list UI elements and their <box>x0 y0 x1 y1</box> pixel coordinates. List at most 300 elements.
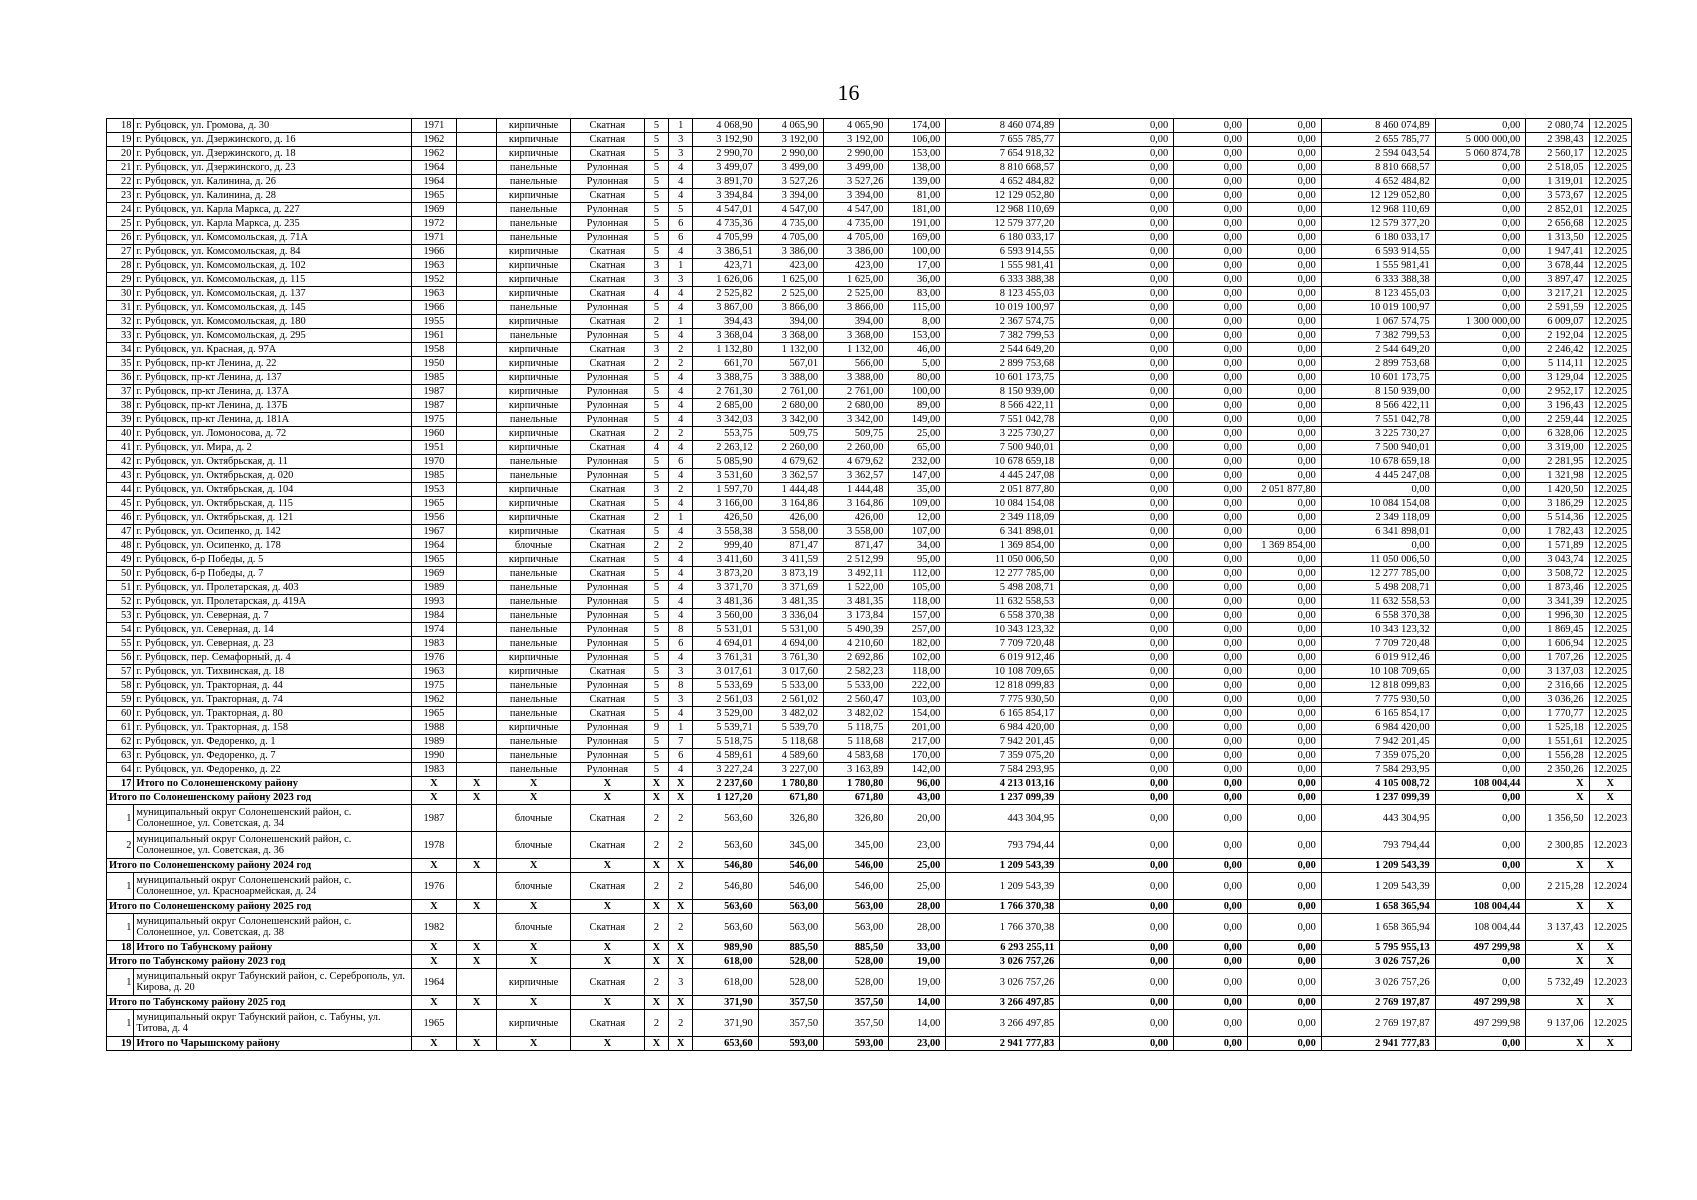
address-cell: г. Рубцовск, ул. Комсомольская, д. 84 <box>134 245 411 259</box>
floors-cell: 5 <box>644 595 668 609</box>
value-f1: 0,00 <box>1060 427 1174 441</box>
table-row <box>107 497 1632 511</box>
value-f2: 0,00 <box>1174 873 1248 900</box>
value-a1: 5 539,71 <box>693 721 758 735</box>
value-uc: 1 606,94 <box>1526 637 1589 651</box>
total-row <box>107 941 1632 955</box>
value-uc: 1 770,77 <box>1526 707 1589 721</box>
value-a3: 4 547,00 <box>824 203 889 217</box>
address-cell: г. Рубцовск, ул. Пролетарская, д. 403 <box>134 581 411 595</box>
floors-cell: 5 <box>644 469 668 483</box>
row-number: 64 <box>107 763 134 777</box>
floors-cell: 5 <box>644 553 668 567</box>
value-f4: 8 810 668,57 <box>1321 161 1435 175</box>
value-f1: 0,00 <box>1060 273 1174 287</box>
value-f5: 108 004,44 <box>1435 777 1526 791</box>
value-f5: 0,00 <box>1435 553 1526 567</box>
year-cell: 1965 <box>411 189 456 203</box>
wall-material-cell: кирпичные <box>497 399 571 413</box>
floors-cell: X <box>644 791 668 805</box>
value-sum: 2 544 649,20 <box>946 343 1060 357</box>
extra-year-cell <box>457 301 497 315</box>
value-a3: 546,00 <box>824 873 889 900</box>
value-f1: 0,00 <box>1060 441 1174 455</box>
wall-material-cell: панельные <box>497 763 571 777</box>
year-cell: X <box>411 996 456 1010</box>
value-a3: 4 065,90 <box>824 119 889 133</box>
value-f2: 0,00 <box>1174 287 1248 301</box>
value-uc: 1 556,28 <box>1526 749 1589 763</box>
value-f4: 2 769 197,87 <box>1321 1010 1435 1037</box>
value-res: 80,00 <box>889 371 946 385</box>
value-f2: 0,00 <box>1174 189 1248 203</box>
value-uc: X <box>1526 941 1589 955</box>
value-f1: 0,00 <box>1060 497 1174 511</box>
value-f2: 0,00 <box>1174 497 1248 511</box>
year-cell: 1976 <box>411 651 456 665</box>
value-a1: 563,60 <box>693 914 758 941</box>
value-res: 46,00 <box>889 343 946 357</box>
value-a1: 546,80 <box>693 873 758 900</box>
deadline-cell: 12.2025 <box>1589 385 1631 399</box>
value-res: 5,00 <box>889 357 946 371</box>
year-cell: 1965 <box>411 1010 456 1037</box>
value-a3: 1 444,48 <box>824 483 889 497</box>
extra-year-cell: X <box>457 996 497 1010</box>
value-f2: 0,00 <box>1174 595 1248 609</box>
wall-material-cell: кирпичные <box>497 497 571 511</box>
value-f1: 0,00 <box>1060 900 1174 914</box>
row-number: 41 <box>107 441 134 455</box>
entrances-cell: 3 <box>669 693 693 707</box>
wall-material-cell: блочные <box>497 832 571 859</box>
year-cell: 1964 <box>411 539 456 553</box>
value-f3: 0,00 <box>1247 791 1321 805</box>
wall-material-cell: кирпичные <box>497 287 571 301</box>
value-uc: 3 573,67 <box>1526 189 1589 203</box>
roof-type-cell: Рулонная <box>570 679 644 693</box>
value-f1: 0,00 <box>1060 777 1174 791</box>
roof-type-cell: Скатная <box>570 245 644 259</box>
value-f5: 0,00 <box>1435 832 1526 859</box>
entrances-cell: 6 <box>669 455 693 469</box>
value-f2: 0,00 <box>1174 539 1248 553</box>
wall-material-cell: блочные <box>497 805 571 832</box>
year-cell: 1958 <box>411 343 456 357</box>
value-sum: 10 678 659,18 <box>946 455 1060 469</box>
value-a2: 4 694,00 <box>758 637 823 651</box>
year-cell: 1966 <box>411 245 456 259</box>
year-cell: 1951 <box>411 441 456 455</box>
value-a3: 326,80 <box>824 805 889 832</box>
value-f3: 0,00 <box>1247 441 1321 455</box>
roof-type-cell: Скатная <box>570 259 644 273</box>
extra-year-cell <box>457 371 497 385</box>
value-res: 14,00 <box>889 996 946 1010</box>
value-a2: 3 761,30 <box>758 651 823 665</box>
value-f3: 0,00 <box>1247 567 1321 581</box>
year-cell: 1971 <box>411 231 456 245</box>
table-row <box>107 832 1632 859</box>
value-f5: 0,00 <box>1435 469 1526 483</box>
value-res: 153,00 <box>889 147 946 161</box>
value-a2: 5 539,70 <box>758 721 823 735</box>
value-res: 19,00 <box>889 969 946 996</box>
roof-type-cell: Скатная <box>570 315 644 329</box>
table-row <box>107 1010 1632 1037</box>
value-a1: 3 531,60 <box>693 469 758 483</box>
table-row <box>107 873 1632 900</box>
address-cell: г. Рубцовск, ул. Федоренко, д. 22 <box>134 763 411 777</box>
wall-material-cell: блочные <box>497 914 571 941</box>
value-f5: 0,00 <box>1435 301 1526 315</box>
wall-material-cell: кирпичные <box>497 259 571 273</box>
value-a2: 3 362,57 <box>758 469 823 483</box>
roof-type-cell: Скатная <box>570 539 644 553</box>
value-f3: 0,00 <box>1247 119 1321 133</box>
value-uc: 2 300,85 <box>1526 832 1589 859</box>
value-uc: 6 328,06 <box>1526 427 1589 441</box>
year-cell: 1964 <box>411 161 456 175</box>
year-cell: 1985 <box>411 371 456 385</box>
extra-year-cell <box>457 469 497 483</box>
value-f1: 0,00 <box>1060 329 1174 343</box>
row-number: 19 <box>107 133 134 147</box>
value-f4: 7 775 930,50 <box>1321 693 1435 707</box>
value-uc: 2 560,17 <box>1526 147 1589 161</box>
value-f2: 0,00 <box>1174 791 1248 805</box>
value-f2: 0,00 <box>1174 721 1248 735</box>
year-cell: 1963 <box>411 287 456 301</box>
value-a2: 3 336,04 <box>758 609 823 623</box>
value-f4: 11 050 006,50 <box>1321 553 1435 567</box>
value-f3: 2 051 877,80 <box>1247 483 1321 497</box>
extra-year-cell <box>457 539 497 553</box>
value-a3: 5 533,00 <box>824 679 889 693</box>
value-f5: 0,00 <box>1435 511 1526 525</box>
value-uc: 2 591,59 <box>1526 301 1589 315</box>
value-f3: 0,00 <box>1247 763 1321 777</box>
total-label: Итого по Солонешенскому району 2025 год <box>107 900 412 914</box>
value-uc: 1 571,89 <box>1526 539 1589 553</box>
floors-cell: 2 <box>644 805 668 832</box>
value-f4: 3 026 757,26 <box>1321 955 1435 969</box>
roof-type-cell: Скатная <box>570 525 644 539</box>
value-sum: 2 899 753,68 <box>946 357 1060 371</box>
total-label: Итого по Табунскому району 2023 год <box>107 955 412 969</box>
value-f4: 7 584 293,95 <box>1321 763 1435 777</box>
value-a3: 426,00 <box>824 511 889 525</box>
value-a1: 371,90 <box>693 996 758 1010</box>
value-uc: 1 525,18 <box>1526 721 1589 735</box>
year-cell: 1960 <box>411 427 456 441</box>
value-a1: 3 166,00 <box>693 497 758 511</box>
value-sum: 3 026 757,26 <box>946 955 1060 969</box>
entrances-cell: 3 <box>669 273 693 287</box>
value-f3: 0,00 <box>1247 693 1321 707</box>
value-uc: 1 420,50 <box>1526 483 1589 497</box>
value-f4: 12 968 110,69 <box>1321 203 1435 217</box>
entrances-cell: X <box>669 777 693 791</box>
roof-type-cell: X <box>570 791 644 805</box>
entrances-cell: 2 <box>669 427 693 441</box>
extra-year-cell <box>457 483 497 497</box>
extra-year-cell <box>457 707 497 721</box>
extra-year-cell <box>457 119 497 133</box>
value-res: 28,00 <box>889 900 946 914</box>
roof-type-cell: Скатная <box>570 441 644 455</box>
extra-year-cell <box>457 259 497 273</box>
floors-cell: 5 <box>644 497 668 511</box>
table-row <box>107 357 1632 371</box>
value-a2: 1 132,00 <box>758 343 823 357</box>
deadline-cell: 12.2024 <box>1589 873 1631 900</box>
row-number: 63 <box>107 749 134 763</box>
entrances-cell: 4 <box>669 707 693 721</box>
entrances-cell: 2 <box>669 483 693 497</box>
value-res: 138,00 <box>889 161 946 175</box>
floors-cell: 3 <box>644 259 668 273</box>
value-uc: 2 259,44 <box>1526 413 1589 427</box>
roof-type-cell: Рулонная <box>570 651 644 665</box>
address-cell: г. Рубцовск, ул. Тракторная, д. 44 <box>134 679 411 693</box>
value-f4: 7 359 075,20 <box>1321 749 1435 763</box>
deadline-cell: 12.2025 <box>1589 301 1631 315</box>
deadline-cell: 12.2025 <box>1589 413 1631 427</box>
value-uc: X <box>1526 955 1589 969</box>
value-res: 118,00 <box>889 595 946 609</box>
extra-year-cell <box>457 914 497 941</box>
value-a2: 2 761,00 <box>758 385 823 399</box>
value-f3: 0,00 <box>1247 273 1321 287</box>
value-a2: 2 990,00 <box>758 147 823 161</box>
value-f4: 11 632 558,53 <box>1321 595 1435 609</box>
extra-year-cell <box>457 1010 497 1037</box>
address-cell: г. Рубцовск, ул. Федоренко, д. 7 <box>134 749 411 763</box>
value-f2: 0,00 <box>1174 581 1248 595</box>
value-a2: 394,00 <box>758 315 823 329</box>
entrances-cell: 4 <box>669 651 693 665</box>
value-f3: 0,00 <box>1247 707 1321 721</box>
wall-material-cell: X <box>497 1037 571 1051</box>
table-row <box>107 343 1632 357</box>
value-f1: 0,00 <box>1060 1010 1174 1037</box>
value-a1: 3 411,60 <box>693 553 758 567</box>
entrances-cell: 4 <box>669 189 693 203</box>
entrances-cell: 4 <box>669 553 693 567</box>
wall-material-cell: панельные <box>497 707 571 721</box>
value-a3: 3 388,00 <box>824 371 889 385</box>
value-a1: 653,60 <box>693 1037 758 1051</box>
wall-material-cell: панельные <box>497 469 571 483</box>
wall-material-cell: кирпичные <box>497 273 571 287</box>
floors-cell: 5 <box>644 413 668 427</box>
value-a2: 546,00 <box>758 873 823 900</box>
address-cell: г. Рубцовск, ул. Калинина, д. 28 <box>134 189 411 203</box>
floors-cell: 2 <box>644 539 668 553</box>
value-f2: 0,00 <box>1174 955 1248 969</box>
deadline-cell: 12.2023 <box>1589 832 1631 859</box>
value-a2: 3 192,00 <box>758 133 823 147</box>
table-row <box>107 805 1632 832</box>
year-cell: 1969 <box>411 203 456 217</box>
value-a2: 593,00 <box>758 1037 823 1051</box>
extra-year-cell <box>457 161 497 175</box>
total-label: Итого по Табунскому району <box>134 941 411 955</box>
value-a3: 3 192,00 <box>824 133 889 147</box>
value-a1: 3 388,75 <box>693 371 758 385</box>
value-a1: 3 017,61 <box>693 665 758 679</box>
value-f2: 0,00 <box>1174 749 1248 763</box>
value-a2: 671,80 <box>758 791 823 805</box>
value-f3: 0,00 <box>1247 721 1321 735</box>
table-row <box>107 427 1632 441</box>
floors-cell: 9 <box>644 721 668 735</box>
year-cell: 1989 <box>411 581 456 595</box>
row-number: 49 <box>107 553 134 567</box>
value-sum: 6 341 898,01 <box>946 525 1060 539</box>
value-f1: 0,00 <box>1060 343 1174 357</box>
value-f4: 8 123 455,03 <box>1321 287 1435 301</box>
value-f1: 0,00 <box>1060 119 1174 133</box>
value-a3: 3 386,00 <box>824 245 889 259</box>
value-f1: 0,00 <box>1060 859 1174 873</box>
value-f3: 0,00 <box>1247 497 1321 511</box>
value-a1: 3 560,00 <box>693 609 758 623</box>
value-uc: X <box>1526 777 1589 791</box>
value-f1: 0,00 <box>1060 679 1174 693</box>
year-cell: 1956 <box>411 511 456 525</box>
value-sum: 793 794,44 <box>946 832 1060 859</box>
value-f1: 0,00 <box>1060 469 1174 483</box>
value-f2: 0,00 <box>1174 385 1248 399</box>
value-f2: 0,00 <box>1174 329 1248 343</box>
value-uc: 6 009,07 <box>1526 315 1589 329</box>
extra-year-cell <box>457 329 497 343</box>
value-res: 89,00 <box>889 399 946 413</box>
value-res: 118,00 <box>889 665 946 679</box>
entrances-cell: 4 <box>669 609 693 623</box>
value-a1: 5 533,69 <box>693 679 758 693</box>
floors-cell: 5 <box>644 203 668 217</box>
wall-material-cell: кирпичные <box>497 245 571 259</box>
year-cell: 1987 <box>411 399 456 413</box>
value-a3: 563,00 <box>824 914 889 941</box>
value-f5: 0,00 <box>1435 245 1526 259</box>
value-res: 17,00 <box>889 259 946 273</box>
value-f1: 0,00 <box>1060 763 1174 777</box>
value-f3: 0,00 <box>1247 287 1321 301</box>
value-f4: 4 445 247,08 <box>1321 469 1435 483</box>
value-f1: 0,00 <box>1060 231 1174 245</box>
entrances-cell: 6 <box>669 749 693 763</box>
value-a2: 3 481,35 <box>758 595 823 609</box>
value-f1: 0,00 <box>1060 245 1174 259</box>
roof-type-cell: Рулонная <box>570 203 644 217</box>
value-f3: 0,00 <box>1247 301 1321 315</box>
entrances-cell: X <box>669 955 693 969</box>
value-f3: 0,00 <box>1247 455 1321 469</box>
entrances-cell: 4 <box>669 413 693 427</box>
value-f2: 0,00 <box>1174 679 1248 693</box>
value-f1: 0,00 <box>1060 259 1174 273</box>
value-f4: 12 129 052,80 <box>1321 189 1435 203</box>
extra-year-cell <box>457 175 497 189</box>
value-f5: 0,00 <box>1435 567 1526 581</box>
value-uc: 1 313,50 <box>1526 231 1589 245</box>
wall-material-cell: панельные <box>497 637 571 651</box>
value-f2: 0,00 <box>1174 203 1248 217</box>
entrances-cell: 3 <box>669 969 693 996</box>
value-f3: 0,00 <box>1247 623 1321 637</box>
value-a3: 3 173,84 <box>824 609 889 623</box>
floors-cell: 5 <box>644 581 668 595</box>
value-f5: 0,00 <box>1435 427 1526 441</box>
value-f2: 0,00 <box>1174 707 1248 721</box>
value-sum: 4 445 247,08 <box>946 469 1060 483</box>
address-cell: муниципальный округ Солонешенский район, с. Солонешное, ул. Советская, д. 36 <box>134 832 411 859</box>
floors-cell: 2 <box>644 427 668 441</box>
table-row <box>107 245 1632 259</box>
value-f5: 0,00 <box>1435 763 1526 777</box>
wall-material-cell: панельные <box>497 609 571 623</box>
row-number: 29 <box>107 273 134 287</box>
floors-cell: 5 <box>644 679 668 693</box>
value-res: 8,00 <box>889 315 946 329</box>
value-f1: 0,00 <box>1060 609 1174 623</box>
value-f1: 0,00 <box>1060 623 1174 637</box>
value-f1: 0,00 <box>1060 385 1174 399</box>
value-sum: 6 019 912,46 <box>946 651 1060 665</box>
value-a2: 528,00 <box>758 955 823 969</box>
roof-type-cell: Рулонная <box>570 609 644 623</box>
value-a2: 2 561,02 <box>758 693 823 707</box>
address-cell: г. Рубцовск, ул. Тракторная, д. 80 <box>134 707 411 721</box>
floors-cell: 5 <box>644 231 668 245</box>
roof-type-cell: Рулонная <box>570 413 644 427</box>
extra-year-cell <box>457 441 497 455</box>
table-row <box>107 413 1632 427</box>
entrances-cell: 6 <box>669 217 693 231</box>
wall-material-cell: кирпичные <box>497 651 571 665</box>
value-res: 23,00 <box>889 1037 946 1051</box>
extra-year-cell: X <box>457 859 497 873</box>
value-a3: 3 492,11 <box>824 567 889 581</box>
value-f1: 0,00 <box>1060 735 1174 749</box>
deadline-cell: 12.2025 <box>1589 749 1631 763</box>
value-a2: 5 118,68 <box>758 735 823 749</box>
value-sum: 7 382 799,53 <box>946 329 1060 343</box>
value-f5: 0,00 <box>1435 203 1526 217</box>
roof-type-cell: Рулонная <box>570 721 644 735</box>
table-row <box>107 749 1632 763</box>
value-a3: 2 692,86 <box>824 651 889 665</box>
value-a1: 3 529,00 <box>693 707 758 721</box>
value-f5: 0,00 <box>1435 805 1526 832</box>
deadline-cell: 12.2025 <box>1589 469 1631 483</box>
value-f2: 0,00 <box>1174 735 1248 749</box>
value-f5: 0,00 <box>1435 273 1526 287</box>
row-number: 38 <box>107 399 134 413</box>
deadline-cell: 12.2025 <box>1589 1010 1631 1037</box>
value-f3: 0,00 <box>1247 343 1321 357</box>
extra-year-cell <box>457 637 497 651</box>
deadline-cell: 12.2025 <box>1589 455 1631 469</box>
floors-cell: 4 <box>644 441 668 455</box>
row-number: 33 <box>107 329 134 343</box>
address-cell: муниципальный округ Табунский район, с. Сереброполь, ул. Кирова, д. 20 <box>134 969 411 996</box>
floors-cell: 5 <box>644 623 668 637</box>
